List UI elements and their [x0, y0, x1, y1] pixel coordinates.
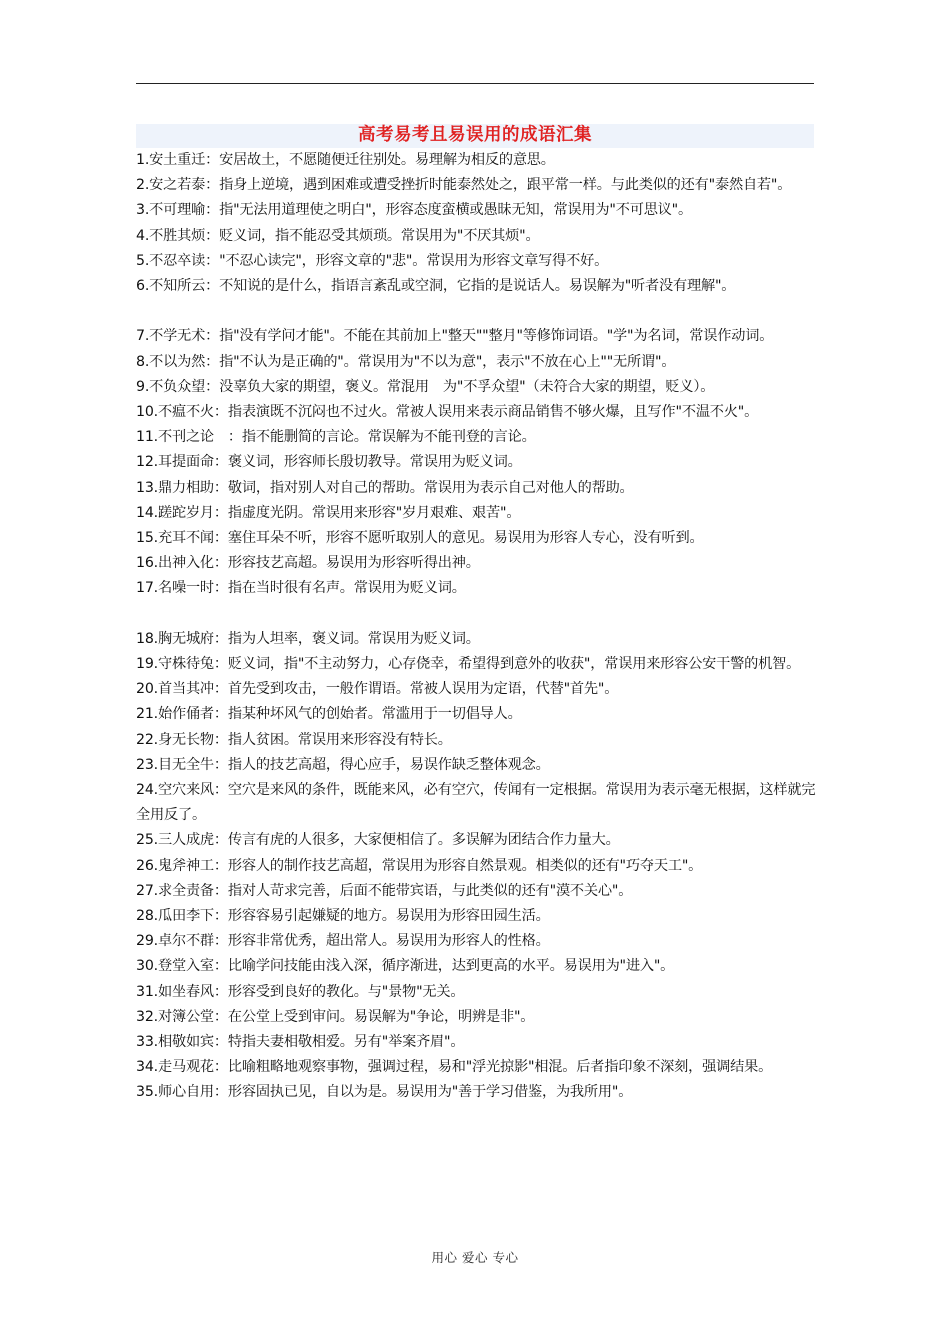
idiom-entry: [136, 148, 826, 173]
idiom-entry: [136, 526, 826, 551]
entry-number: 10.: [136, 404, 158, 421]
entry-text: 求全责备：指对人苛求完善，后面不能带宾语，与此类似的还有"漠不关心"。: [157, 882, 633, 899]
idiom-entry: [136, 904, 826, 929]
entry-text: 对簿公堂：在公堂上受到审问。易误解为"争论，明辨是非"。: [157, 1008, 535, 1025]
entry-number: 9.: [136, 378, 150, 395]
entry-number: 16.: [136, 555, 158, 572]
idiom-entry: [136, 1080, 826, 1105]
entry-number: 18.: [136, 630, 158, 647]
idiom-entry: [136, 828, 826, 853]
entry-text: 不可理喻：指"无法用道理使之明白"，形容态度蛮横或愚昧无知，常误用为"不可思议"。: [149, 202, 692, 219]
entry-number: 24.: [136, 782, 158, 799]
idiom-entry: [136, 551, 826, 576]
idiom-entry: [136, 425, 826, 450]
entry-number: 20.: [136, 681, 158, 698]
entry-text: 出神入化：形容技艺高超。易误用为形容听得出神。: [157, 555, 480, 572]
entry-number: 22.: [136, 731, 158, 748]
entry-number: 33.: [136, 1034, 158, 1051]
entry-text: 不学无术：指"没有学问才能"。不能在其前加上"整天""整月"等修饰词语。"学"为名词，常误作动词。: [149, 328, 774, 345]
idiom-entry: [136, 249, 826, 274]
entry-number: 19.: [136, 656, 158, 673]
entry-number: 32.: [136, 1008, 158, 1025]
idiom-entry: [136, 1030, 826, 1055]
idiom-entry: [136, 173, 826, 198]
idiom-entry: [136, 879, 826, 904]
entry-number: 13.: [136, 479, 158, 496]
entry-number: 30.: [136, 958, 158, 975]
entry-text: 师心自用：形容固执已见，自以为是。易误用为"善于学习借鉴，为我所用"。: [157, 1084, 633, 1101]
entry-number: 35.: [136, 1084, 158, 1101]
entry-text: 充耳不闻：塞住耳朵不听，形容不愿听取别人的意见。易误用为形容人专心，没有听到。: [157, 530, 704, 547]
entry-number: 29.: [136, 933, 158, 950]
entry-number: 23.: [136, 756, 158, 773]
entry-text: 走马观花：比喻粗略地观察事物，强调过程，易和"浮光掠影"相混。后者指印象不深刻，强调结果。: [157, 1059, 773, 1076]
entry-text: 卓尔不群：形容非常优秀，超出常人。易误用为形容人的性格。: [157, 933, 550, 950]
idiom-entry: [136, 677, 826, 702]
entry-text: 始作俑者：指某种坏风气的创始者。常滥用于一切倡导人。: [157, 706, 522, 723]
entry-number: 17.: [136, 580, 158, 597]
entry-text: 首当其冲：首先受到攻击，一般作谓语。常被人误用为定语，代替"首先"。: [157, 681, 619, 698]
entry-text: 登堂入室：比喻学问技能由浅入深，循序渐进，达到更高的水平。易误用为"进入"。: [157, 958, 675, 975]
entry-number: 6.: [136, 278, 150, 295]
entry-text: 鬼斧神工：形容人的制作技艺高超，常误用为形容自然景观。相类似的还有"巧夺天工"。: [157, 857, 703, 874]
idiom-entry: [136, 450, 826, 475]
idiom-entry: [136, 198, 826, 223]
entry-text: 三人成虎：传言有虎的人很多，大家便相信了。多误解为团结合作力量大。: [157, 832, 620, 849]
entry-number: 11.: [136, 429, 158, 446]
idiom-entry: [136, 627, 826, 652]
idiom-list: [136, 148, 826, 1106]
entry-number: 2.: [136, 177, 150, 194]
entry-number: 1.: [136, 152, 150, 168]
entry-text: 不胜其烦：贬义词，指不能忍受其烦琐。常误用为"不厌其烦"。: [149, 227, 540, 244]
idiom-entry: [136, 702, 826, 727]
idiom-entry: [136, 652, 826, 677]
idiom-entry: [136, 400, 826, 425]
idiom-entry: [136, 854, 826, 879]
entry-number: 34.: [136, 1059, 158, 1076]
entry-text: 瓜田李下：形容容易引起嫌疑的地方。易误用为形容田园生活。: [157, 908, 550, 925]
idiom-entry: [136, 274, 826, 299]
entry-text: 如坐春风：形容受到良好的教化。与"景物"无关。: [157, 983, 465, 1000]
entry-number: 28.: [136, 908, 158, 925]
entry-text: 相敬如宾：特指夫妻相敬相爱。另有"举案齐眉"。: [157, 1034, 465, 1051]
entry-text: 不负众望：没辜负大家的期望，褒义。常混用 为"不孚众望"（未符合大家的期望，贬义）。: [149, 378, 715, 395]
document-title: 高考易考且易误用的成语汇集: [358, 125, 592, 145]
entry-number: 3.: [136, 202, 150, 219]
entry-text: 不刊之论 ：指不能删简的言论。常误解为不能刊登的言论。: [157, 429, 536, 446]
idiom-entry: [136, 929, 826, 954]
idiom-entry: [136, 375, 826, 400]
entry-text: 空穴来风：空穴是来风的条件，既能来风，必有空穴，传闻有一定根据。常误用为表示毫无根据，这样就完全用反了。: [136, 782, 816, 824]
entry-text: 胸无城府：指为人坦率，褒义词。常误用为贬义词。: [157, 630, 480, 647]
entry-text: 安之若泰：指身上逆境，遇到困难或遭受挫折时能泰然处之，跟平常一样。与此类似的还有"泰然自若"。: [149, 177, 792, 194]
entry-text: 安土重迁：安居故土，不愿随便迁往别处。易理解为相反的意思。: [149, 152, 555, 168]
entry-number: 4.: [136, 227, 150, 244]
entry-text: 守株待兔：贬义词，指"不主动努力，心存侥幸，希望得到意外的收获"，常误用来形容公安干警的机智。: [157, 656, 801, 673]
page-footer: 用心 爱心 专心: [431, 1250, 519, 1265]
idiom-entry: [136, 980, 826, 1005]
entry-text: 名噪一时：指在当时很有名声。常误用为贬义词。: [157, 580, 466, 597]
idiom-entry: [136, 753, 826, 778]
idiom-entry: [136, 501, 826, 526]
paragraph-gap: [136, 602, 826, 627]
entry-text: 身无长物：指人贫困。常误用来形容没有特长。: [157, 731, 452, 748]
entry-number: 15.: [136, 530, 158, 547]
idiom-entry: [136, 476, 826, 501]
entry-text: 不忍卒读："不忍心读完"，形容文章的"悲"。常误用为形容文章写得不好。: [149, 252, 609, 269]
idiom-entry: [136, 954, 826, 979]
entry-number: 14.: [136, 504, 158, 521]
entry-text: 鼎力相助：敬词，指对别人对自己的帮助。常误用为表示自己对他人的帮助。: [157, 479, 634, 496]
entry-text: 目无全牛：指人的技艺高超，得心应手，易误作缺乏整体观念。: [157, 756, 550, 773]
entry-number: 26.: [136, 857, 158, 874]
entry-number: 5.: [136, 252, 150, 269]
idiom-entry: [136, 576, 826, 601]
entry-text: 蹉跎岁月：指虚度光阴。常误用来形容"岁月艰难、艰苦"。: [157, 504, 521, 521]
entry-text: 不瘟不火：指表演既不沉闷也不过火。常被人误用来表示商品销售不够火爆，且写作"不温不火"。: [157, 404, 759, 421]
entry-number: 12.: [136, 454, 158, 471]
idiom-entry: [136, 350, 826, 375]
idiom-entry: [136, 1055, 826, 1080]
entry-number: 25.: [136, 832, 158, 849]
entry-number: 21.: [136, 706, 158, 723]
header-rule: [136, 83, 814, 84]
entry-number: 8.: [136, 353, 150, 370]
idiom-entry: [136, 324, 826, 349]
idiom-entry: [136, 778, 826, 828]
entry-number: 7.: [136, 328, 150, 345]
entry-text: 耳提面命：褒义词，形容师长殷切教导。常误用为贬义词。: [157, 454, 522, 471]
idiom-entry: [136, 224, 826, 249]
idiom-entry: [136, 728, 826, 753]
entry-number: 27.: [136, 882, 158, 899]
entry-number: 31.: [136, 983, 158, 1000]
entry-text: 不知所云：不知说的是什么，指语言紊乱或空洞，它指的是说话人。易误解为"听者没有理解"。: [149, 278, 736, 295]
idiom-entry: [136, 1005, 826, 1030]
paragraph-gap: [136, 299, 826, 324]
entry-text: 不以为然：指"不认为是正确的"。常误用为"不以为意"，表示"不放在心上""无所谓"。: [149, 353, 676, 370]
